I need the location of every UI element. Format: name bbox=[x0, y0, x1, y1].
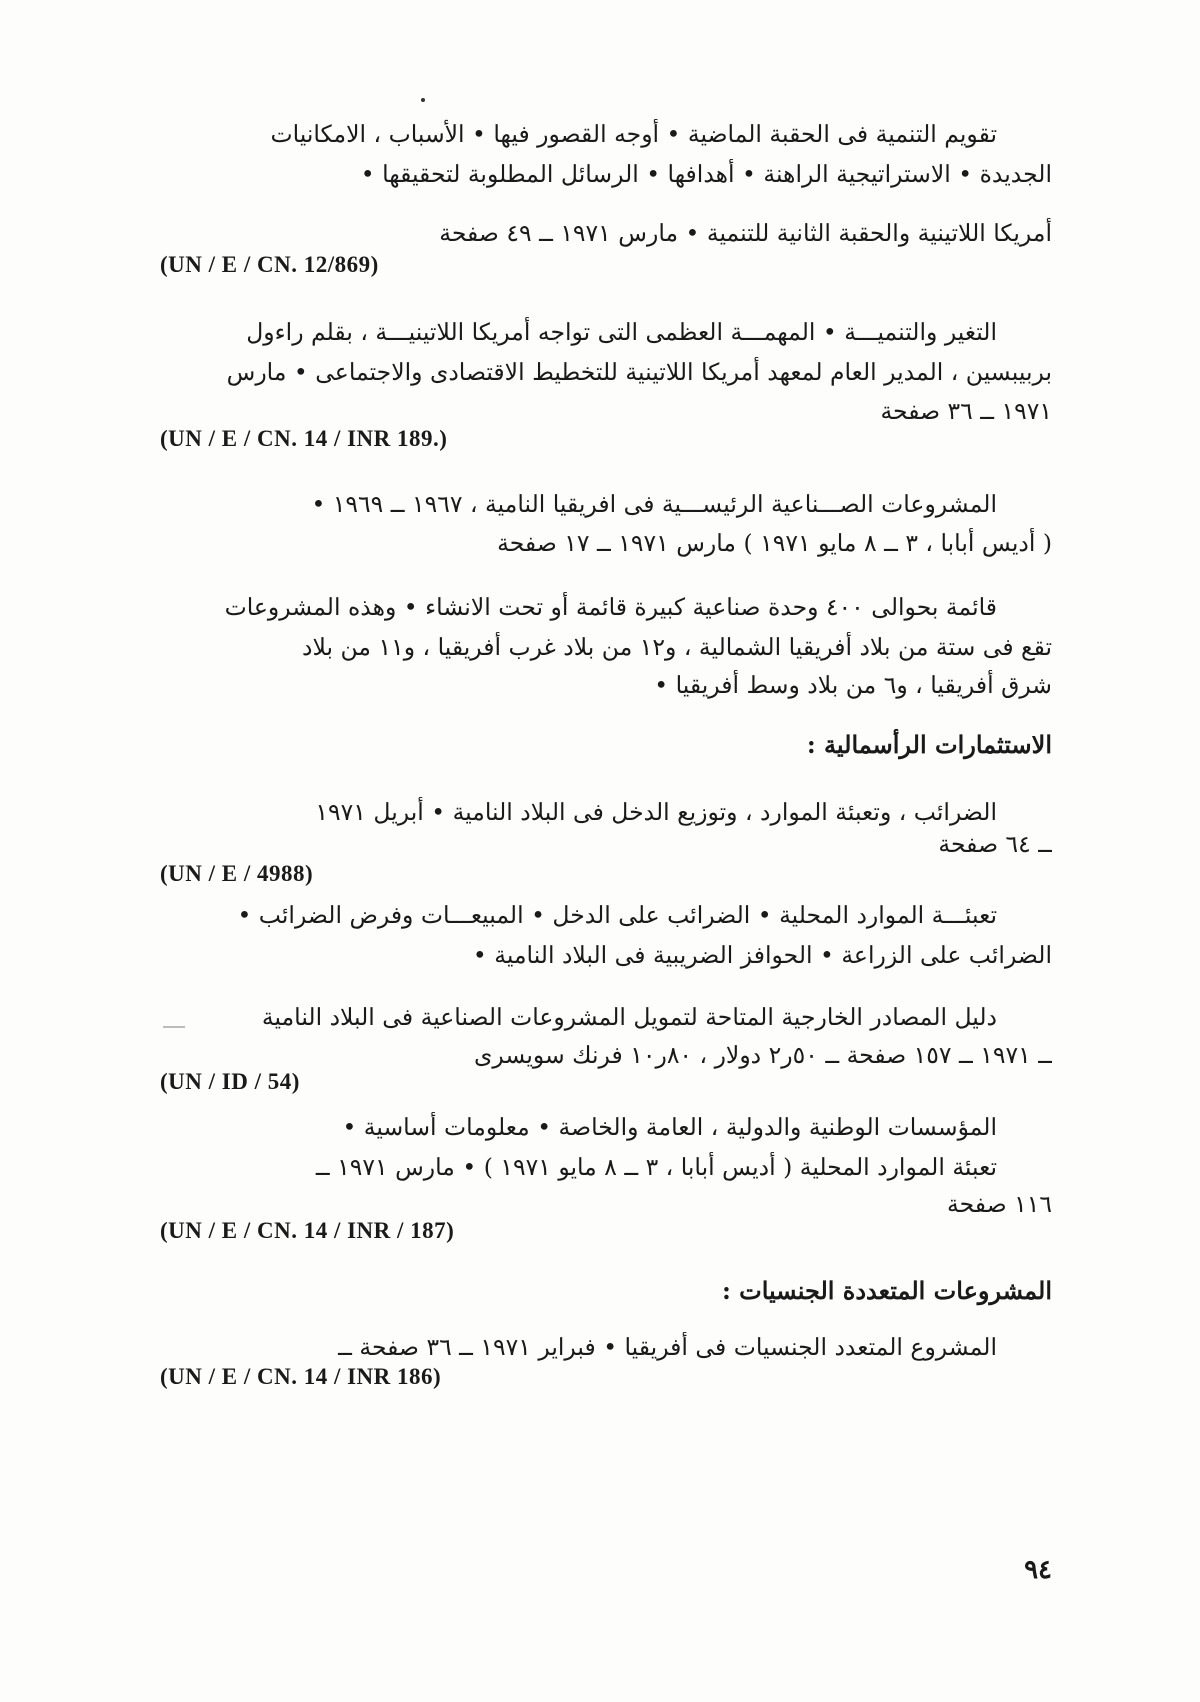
entry-5-line-2: تقع فى ستة من بلاد أفريقيا الشمالية ، و١٢ من بلاد غرب أفريقيا ، و١١ من بلاد bbox=[302, 633, 1052, 661]
capital-entry-4-line-2: تعبئة الموارد المحلية ( أديس أبابا ، ٣ ــ ٨ مايو ١٩٧١ ) • مارس ١٩٧١ ــ bbox=[315, 1153, 997, 1181]
capital-entry-2-line-1: تعبئـــة الموارد المحلية • الضرائب على الدخل • المبيعـــات وفرض الضرائب • bbox=[237, 901, 997, 929]
scan-speck bbox=[421, 98, 425, 102]
capital-entry-3-reference: (UN / ID / 54) bbox=[160, 1069, 300, 1094]
capital-entry-2-line-2: الضرائب على الزراعة • الحوافز الضريبية فى البلاد النامية • bbox=[472, 941, 1052, 969]
capital-entry-1-line-2: ــ ٦٤ صفحة bbox=[938, 830, 1052, 858]
capital-entry-4-line-3: ١١٦ صفحة bbox=[947, 1190, 1052, 1218]
multinational-entry-1-line-1: المشروع المتعدد الجنسيات فى أفريقيا • فبراير ١٩٧١ ــ ٣٦ صفحة ــ bbox=[338, 1333, 997, 1361]
entry-1-line-2: الجديدة • الاستراتيجية الراهنة • أهدافها • الرسائل المطلوبة لتحقيقها • bbox=[360, 160, 1052, 188]
entry-1-line-1: تقويم التنمية فى الحقبة الماضية • أوجه القصور فيها • الأسباب ، الامكانيات bbox=[270, 120, 997, 148]
capital-entry-1-line-1: الضرائب ، وتعبئة الموارد ، وتوزيع الدخل فى البلاد النامية • أبريل ١٩٧١ bbox=[315, 798, 997, 826]
entry-4-line-2: ( أديس أبابا ، ٣ ــ ٨ مايو ١٩٧١ ) مارس ١٩٧١ ــ ١٧ صفحة bbox=[497, 529, 1052, 557]
entry-3-line-1: التغير والتنميـــة • المهمـــة العظمى التى تواجه أمريكا اللاتينيـــة ، بقلم راءول bbox=[246, 318, 997, 346]
multinational-entry-1-reference: (UN / E / CN. 14 / INR 186) bbox=[160, 1364, 442, 1389]
section-heading-capital-investments: الاستثمارات الرأسمالية : bbox=[806, 730, 1052, 759]
section-heading-multinational-projects: المشروعات المتعددة الجنسيات : bbox=[721, 1276, 1052, 1305]
entry-5-line-3: شرق أفريقيا ، و٦ من بلاد وسط أفريقيا • bbox=[654, 671, 1052, 699]
entry-4-line-1: المشروعات الصـــناعية الرئيســـية فى افريقيا النامية ، ١٩٦٧ ــ ١٩٦٩ • bbox=[311, 490, 997, 518]
entry-3-line-3: ١٩٧١ ــ ٣٦ صفحة bbox=[880, 397, 1052, 425]
capital-entry-4-line-1: المؤسسات الوطنية والدولية ، العامة والخاصة • معلومات أساسية • bbox=[342, 1113, 997, 1141]
capital-entry-3-line-1: دليل المصادر الخارجية المتاحة لتمويل المشروعات الصناعية فى البلاد النامية bbox=[261, 1003, 997, 1031]
entry-5-line-1: قائمة بحوالى ٤٠٠ وحدة صناعية كبيرة قائمة أو تحت الانشاء • وهذه المشروعات bbox=[224, 593, 997, 621]
entry-3-line-2: بربيبسين ، المدير العام لمعهد أمريكا اللاتينية للتخطيط الاقتصادى والاجتماعى • مارس bbox=[226, 358, 1052, 386]
entry-2-line-1: أمريكا اللاتينية والحقبة الثانية للتنمية • مارس ١٩٧١ ــ ٤٩ صفحة bbox=[439, 219, 1052, 247]
capital-entry-4-reference: (UN / E / CN. 14 / INR / 187) bbox=[160, 1218, 455, 1243]
entry-3-reference: (UN / E / CN. 14 / INR 189.) bbox=[160, 426, 448, 451]
capital-entry-3-line-2: ــ ١٩٧١ ــ ١٥٧ صفحة ــ ٥٠ر٢ دولار ، ٨٠ر١٠ فرنك سويسرى bbox=[474, 1041, 1052, 1069]
page-number: ٩٤ bbox=[1024, 1555, 1052, 1585]
capital-entry-1-reference: (UN / E / 4988) bbox=[160, 861, 314, 886]
entry-2-reference: (UN / E / CN. 12/869) bbox=[160, 252, 379, 277]
